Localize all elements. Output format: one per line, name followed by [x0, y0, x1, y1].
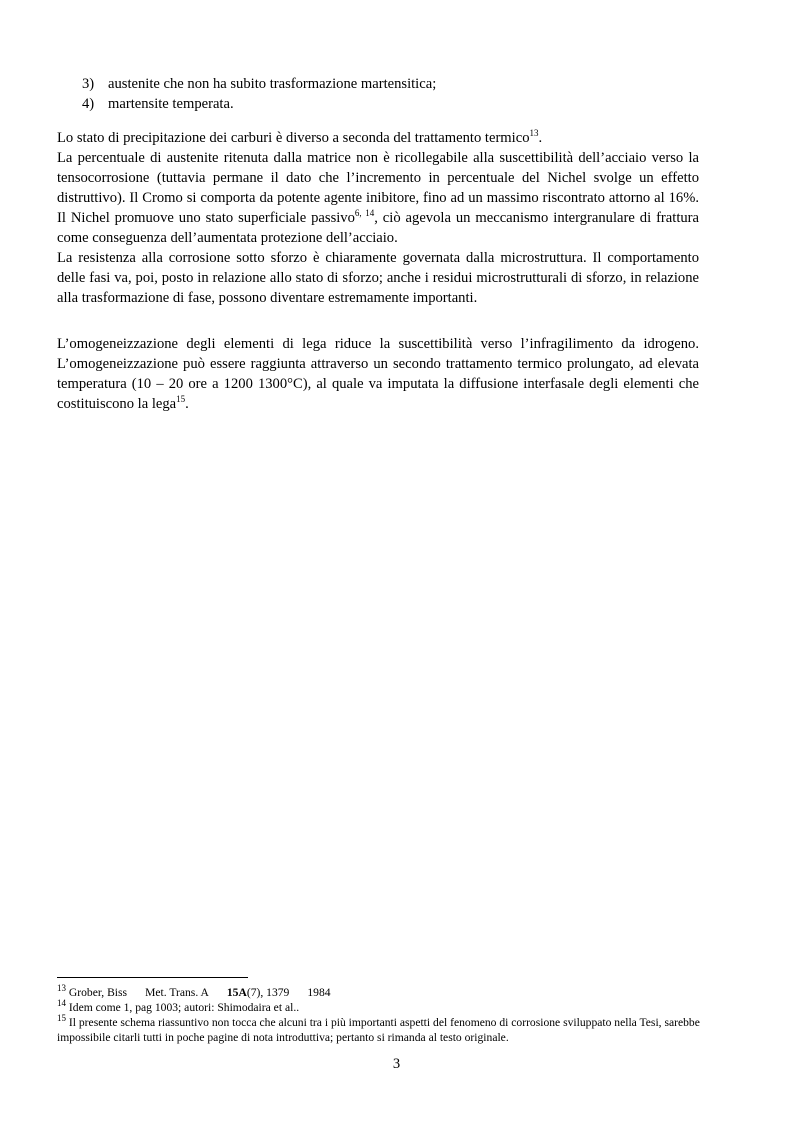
list-text: austenite che non ha subito trasformazione martensitica; — [108, 76, 437, 92]
footnote-number: 15 — [57, 1013, 66, 1024]
list-number: 4) — [82, 96, 95, 112]
footnote-13 — [57, 985, 707, 1000]
footnote-year: 1984 — [307, 986, 331, 999]
punctuation: . — [185, 396, 189, 412]
paragraph-homogenization — [57, 334, 699, 414]
footnote-15 — [57, 1015, 707, 1045]
list-text: martensite temperata. — [108, 96, 234, 112]
numbered-list — [82, 74, 702, 114]
footnote-text: Idem come 1, pag 1003; autori: Shimodaira et al.. — [68, 1001, 300, 1014]
paragraph-text: , ciò agevola un meccanismo intergranulare di frattura come conseguenza dell’aumentata protezione dell’acciaio. — [57, 210, 700, 246]
footnote-issue-pages: (7), 1379 — [246, 986, 290, 999]
page-number: 3 — [392, 1056, 401, 1072]
footnote-volume: 15A — [226, 986, 247, 999]
paragraph-text: Lo stato di precipitazione dei carburi è diverso a seconda del trattamento termico — [57, 130, 530, 146]
punctuation: . — [538, 130, 543, 146]
footnote-number: 14 — [57, 998, 66, 1009]
footnotes — [57, 985, 707, 1045]
footnote-ref: 6, 14 — [354, 208, 375, 219]
paragraph-austenite — [57, 148, 699, 308]
paragraph-text: La resistenza alla corrosione sotto sforzo è chiaramente governata dalla microstruttura. Il comportamento delle fasi va, poi, posto in relazione allo stato di sforzo; anche i residui microstrutturali di sforzo, in relazione alla trasformazione di fase, possono diventare estremamente importanti. — [57, 250, 699, 306]
footnote-ref: 13 — [529, 128, 539, 139]
footnote-separator — [57, 977, 248, 978]
footnote-ref: 15 — [176, 394, 186, 405]
list-item — [82, 74, 702, 94]
paragraph-text: L’omogeneizzazione degli elementi di lega riduce la suscettibilità verso l’infragilimento da idrogeno. L’omogeneizzazione può essere raggiunta attraverso un secondo trattamento termico prolungato, ad elevata temperatura (10 – 20 ore a 1200 1300°C), al quale va imputata la diffusione interfasale degli elementi che costituiscono la lega — [57, 336, 699, 412]
paragraph-carbides — [57, 128, 699, 148]
footnote-authors: Grober, Biss — [68, 986, 128, 999]
list-number: 3) — [82, 76, 95, 92]
footnote-journal: Met. Trans. A — [145, 986, 209, 999]
footnote-number: 13 — [57, 983, 66, 994]
list-item — [82, 94, 702, 114]
footnote-text: Il presente schema riassuntivo non tocca che alcuni tra i più importanti aspetti del fenomeno di corrosione sviluppato nella Tesi, sarebbe impossibile citarli tutti in poche pagine di nota introduttiva; pertanto si rimanda al testo originale. — [57, 1016, 700, 1044]
paragraph-text: La percentuale di austenite ritenuta dalla matrice non è ricollegabile alla suscettibilità dell’acciaio verso la tensocorrosione (tuttavia permane il dato che l’incremento in percentuale del Nichel svolge un effetto distruttivo). Il Cromo si comporta da potente agente inibitore, fino ad un massimo riscontrato attorno al 16%. Il Nichel promuove uno stato superficiale passivo — [57, 150, 699, 226]
footnote-14 — [57, 1000, 707, 1015]
